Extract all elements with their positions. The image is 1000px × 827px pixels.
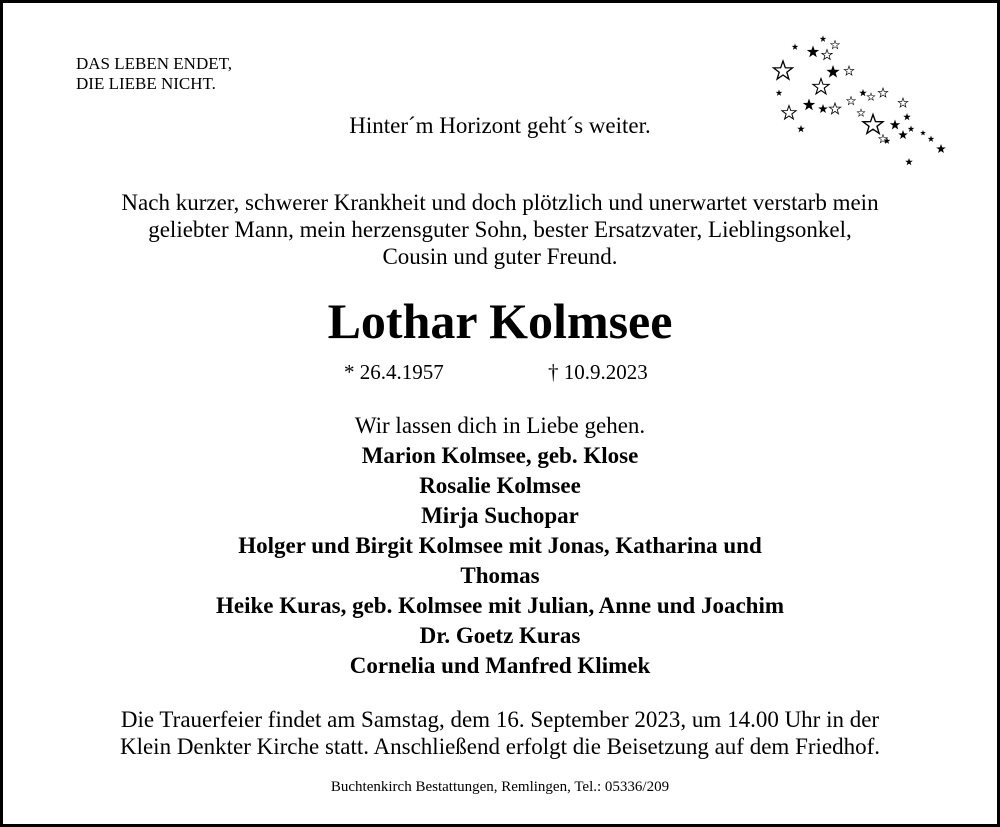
motto-line-2: DIE LIEBE NICHT. (76, 74, 216, 93)
mourner-name: Heike Kuras, geb. Kolmsee mit Julian, Anne und Joachim (215, 593, 784, 618)
mourner-name: Rosalie Kolmsee (419, 473, 581, 498)
stars-cluster-icon (765, 29, 955, 173)
intro-text (43, 189, 957, 270)
mourner-name: Mirja Suchopar (421, 503, 579, 528)
funeral-home-footer: Buchtenkirch Bestattungen, Remlingen, Tel.: 05336/209 (330, 779, 670, 795)
ceremony-line-1: Die Trauerfeier findet am Samstag, dem 16. September 2023, um 14.00 Uhr in der (120, 707, 880, 732)
mourners-block (43, 411, 957, 681)
subtitle: Hinter´m Horizont geht´s weiter. (349, 113, 651, 138)
intro-line-1: Nach kurzer, schwerer Krankheit und doch plötzlich und unerwartet verstarb mein (121, 190, 879, 215)
death-date: † 10.9.2023 (548, 360, 648, 384)
motto-line-1: DAS LEBEN ENDET, (76, 54, 232, 73)
mourner-name: Dr. Goetz Kuras (419, 623, 581, 648)
mourners-lead: Wir lassen dich in Liebe gehen. (354, 413, 646, 438)
mourner-name: Holger und Birgit Kolmsee mit Jonas, Katharina und (238, 533, 762, 558)
deceased-name: Lothar Kolmsee (327, 293, 673, 349)
intro-line-2: geliebter Mann, mein herzensguter Sohn, bester Ersatzvater, Lieblingsonkel, (148, 217, 852, 242)
life-dates (3, 360, 997, 386)
ceremony-line-2: Klein Denkter Kirche statt. Anschließend erfolgt die Beisetzung auf dem Friedhof. (119, 734, 881, 759)
ceremony-info (33, 706, 967, 760)
birth-date: * 26.4.1957 (344, 360, 444, 384)
mourner-name: Cornelia und Manfred Klimek (349, 653, 651, 678)
intro-line-3: Cousin und guter Freund. (382, 244, 618, 269)
mourner-name: Marion Kolmsee, geb. Klose (361, 443, 639, 468)
motto (76, 54, 232, 94)
mourner-name: Thomas (460, 563, 540, 588)
